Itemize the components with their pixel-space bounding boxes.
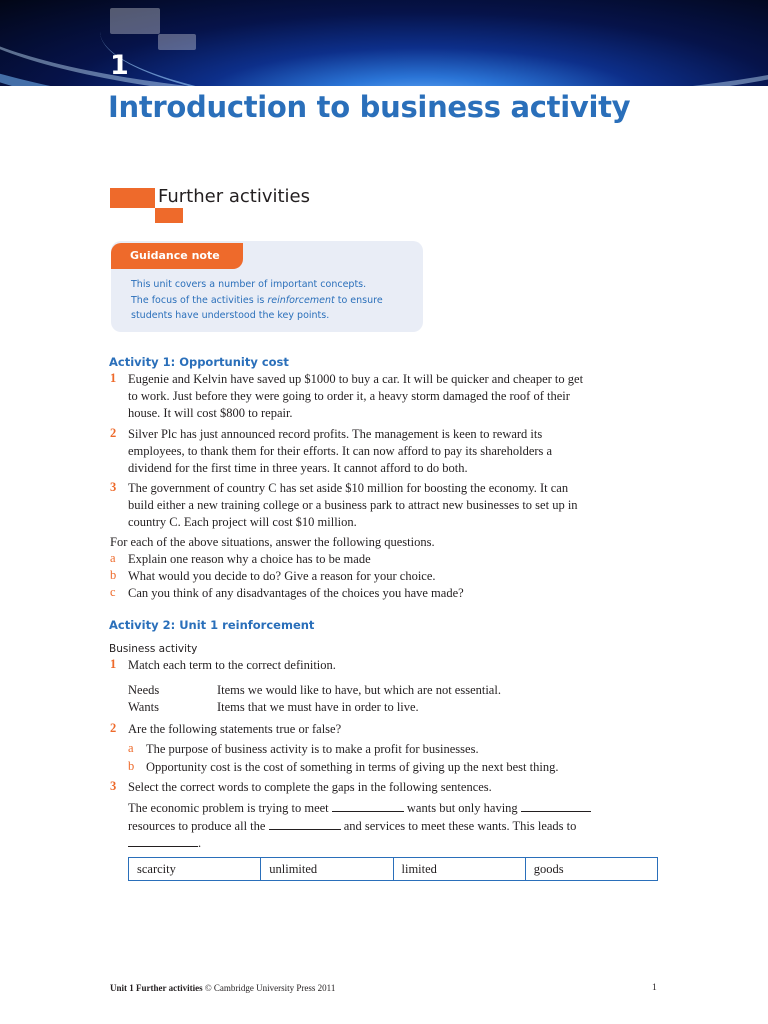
gap-sentence-line: [128, 834, 201, 852]
activity-2-heading: Activity 2: Unit 1 reinforcement: [109, 618, 315, 632]
item-number: 1: [110, 657, 117, 671]
gap-sentence-text: The economic problem is trying to meet: [128, 801, 332, 815]
match-instruction: Match each term to the correct definition.: [128, 658, 336, 672]
activity-1-heading: Activity 1: Opportunity cost: [109, 355, 289, 369]
term-wants: Wants: [128, 700, 159, 714]
item-number: 2: [110, 721, 117, 735]
guidance-note-text: [131, 277, 411, 324]
section-marker-block: [110, 188, 155, 208]
gap-fill-instruction: Select the correct words to complete the gaps in the following sentences.: [128, 780, 492, 794]
guidance-line: This unit covers a number of important concepts.: [131, 279, 367, 290]
word-bank-table: [128, 857, 658, 881]
item-number: 3: [110, 480, 117, 494]
banner-square-decoration: [158, 34, 196, 50]
item-2-line: dividend for the first time in three years. It cannot afford to do both.: [128, 461, 468, 475]
item-3-line: build either a new training college or a business park to attract new businesses to set up in: [128, 498, 578, 512]
guidance-text: The focus of the activities is: [131, 294, 268, 306]
gap-blank[interactable]: [521, 799, 591, 812]
item-1-line: to work. Just before they were going to order it, a heavy storm damaged the roof of their: [128, 389, 570, 403]
word-bank-cell: unlimited: [261, 858, 393, 880]
definition-2: Items that we must have in order to live.: [217, 700, 419, 714]
guidance-text: to ensure: [334, 294, 383, 306]
item-2-line: Silver Plc has just announced record profits. The management is keen to reward its: [128, 427, 543, 441]
statement-letter: a: [128, 741, 134, 755]
guidance-line: [131, 293, 411, 309]
footer-copyright: © Cambridge University Press 2011: [202, 983, 336, 993]
section-title: Further activities: [158, 186, 310, 207]
item-1-line: Eugenie and Kelvin have saved up $1000 to buy a car. It will be quicker and cheaper to get: [128, 372, 584, 386]
item-3-line: The government of country C has set aside $10 million for boosting the economy. It can: [128, 481, 569, 495]
definition-1: Items we would like to have, but which are not essential.: [217, 683, 501, 697]
item-2-line: employees, to thank them for their efforts. It can now afford to pay its shareholders a: [128, 444, 553, 458]
question-c: Can you think of any disadvantages of the choices you have made?: [128, 586, 464, 600]
question-a: Explain one reason why a choice has to be made: [128, 552, 371, 566]
footer-unit: Unit 1 Further activities: [110, 983, 203, 993]
guidance-line: students have understood the key points.: [131, 310, 330, 321]
item-number: 3: [110, 779, 117, 793]
activity-2-subheading: Business activity: [109, 643, 198, 655]
banner-swirl: [100, 0, 768, 86]
gap-blank[interactable]: [269, 817, 341, 830]
word-bank-cell: limited: [394, 858, 526, 880]
word-bank-cell: goods: [533, 862, 564, 876]
guidance-emphasis: reinforcement: [267, 294, 335, 306]
chapter-number: 1: [110, 50, 129, 81]
activity-1-instruction: For each of the above situations, answer the following questions.: [110, 535, 435, 549]
true-false-instruction: Are the following statements true or false?: [128, 722, 342, 736]
page-footer: [110, 983, 335, 993]
item-3-line: country C. Each project will cost $10 million.: [128, 515, 357, 529]
banner-square-decoration: [110, 8, 160, 34]
statement-a: The purpose of business activity is to make a profit for businesses.: [146, 742, 479, 756]
item-number: 1: [110, 371, 117, 385]
question-letter: b: [110, 568, 117, 582]
gap-sentence-line: [128, 817, 576, 835]
item-1-line: house. It will cost $800 to repair.: [128, 406, 293, 420]
term-needs: Needs: [128, 683, 160, 697]
gap-blank[interactable]: [332, 799, 404, 812]
guidance-note-label: Guidance note: [111, 243, 243, 269]
question-b: What would you decide to do? Give a reason for your choice.: [128, 569, 436, 583]
chapter-title: Introduction to business activity: [108, 90, 631, 124]
statement-letter: b: [128, 759, 135, 773]
gap-blank[interactable]: [128, 834, 198, 847]
gap-sentence-text: wants but only having: [403, 801, 521, 815]
gap-sentence-text: and services to meet these wants. This leads to: [340, 819, 577, 833]
gap-sentence-text: resources to produce all the: [128, 819, 269, 833]
statement-b: Opportunity cost is the cost of something in terms of giving up the next best thing.: [146, 760, 559, 774]
question-letter: a: [110, 551, 116, 565]
word-bank-cell: scarcity: [129, 858, 261, 880]
section-marker-block: [155, 208, 183, 223]
question-letter: c: [110, 585, 116, 599]
item-number: 2: [110, 426, 117, 440]
page-number: 1: [652, 983, 657, 993]
gap-sentence-text: .: [198, 836, 202, 850]
gap-sentence-line: [128, 799, 591, 817]
